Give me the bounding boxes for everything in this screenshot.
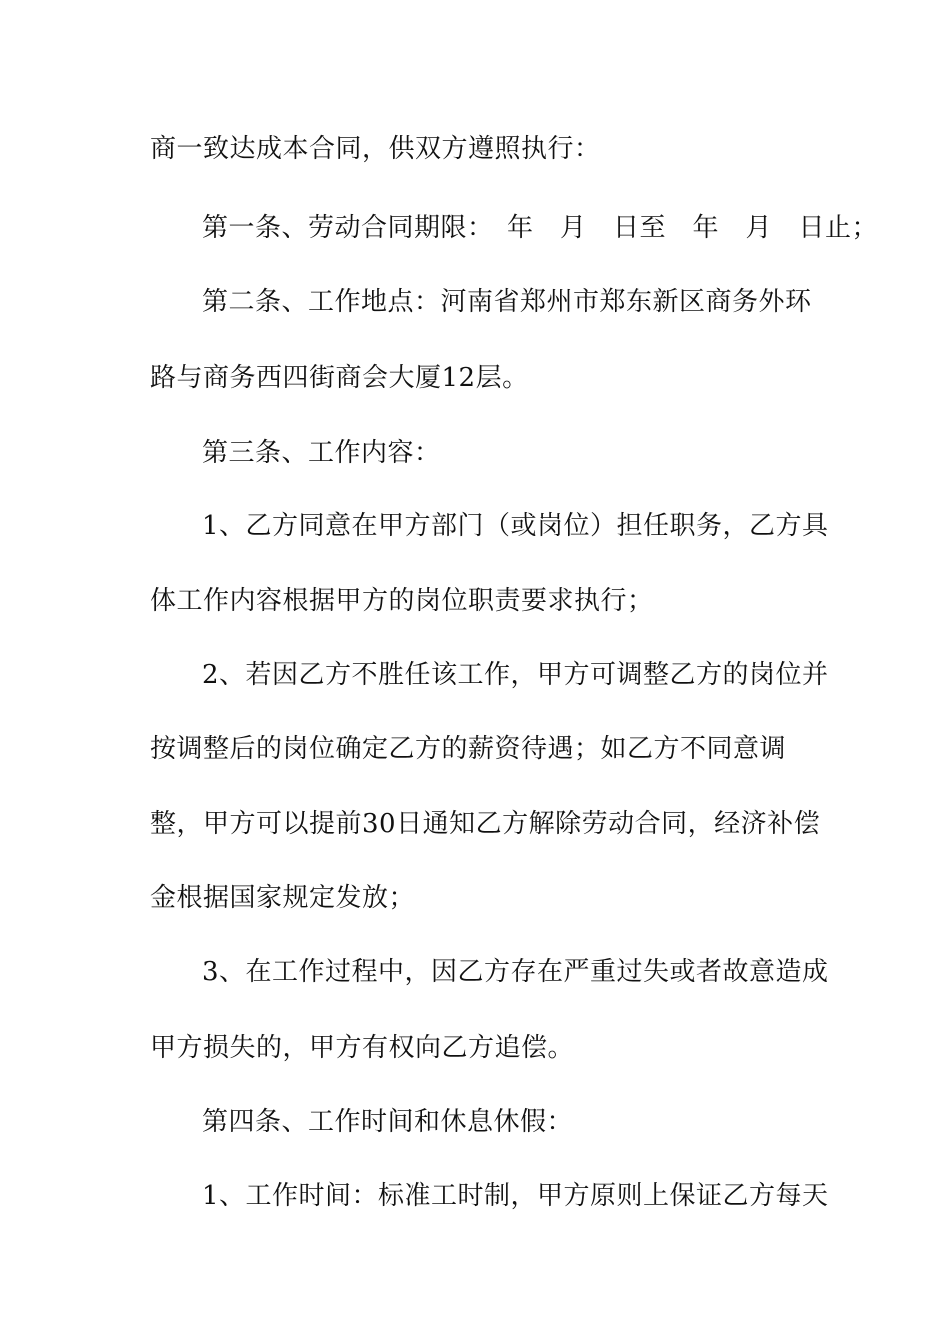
text-line: 按调整后的岗位确定乙方的薪资待遇；如乙方不同意调: [150, 734, 787, 764]
text-line: 金根据国家规定发放；: [150, 883, 416, 913]
clause-3-heading: 第三条、工作内容：: [202, 438, 441, 468]
list-item-3: 3、在工作过程中，因乙方存在严重过失或者故意造成: [202, 957, 829, 987]
clause-2-heading: 第二条、工作地点：河南省郑州市郑东新区商务外环: [202, 287, 812, 317]
text-line: 整，甲方可以提前30日通知乙方解除劳动合同，经济补偿: [150, 809, 821, 839]
clause-1-heading: 第一条、劳动合同期限： 年 月 日至 年 月 日止；: [202, 213, 879, 243]
list-item-1: 1、工作时间：标准工时制，甲方原则上保证乙方每天: [202, 1181, 829, 1211]
text-line: 商一致达成本合同，供双方遵照执行：: [150, 134, 601, 164]
text-line: 路与商务西四街商会大厦12层。: [150, 363, 529, 393]
list-item-2: 2、若因乙方不胜任该工作，甲方可调整乙方的岗位并: [202, 660, 829, 690]
list-item-1: 1、乙方同意在甲方部门（或岗位）担任职务，乙方具: [202, 511, 829, 541]
text-line: 甲方损失的，甲方有权向乙方追偿。: [150, 1033, 575, 1063]
text-line: 体工作内容根据甲方的岗位职责要求执行；: [150, 586, 654, 616]
clause-4-heading: 第四条、工作时间和休息休假：: [202, 1107, 574, 1137]
